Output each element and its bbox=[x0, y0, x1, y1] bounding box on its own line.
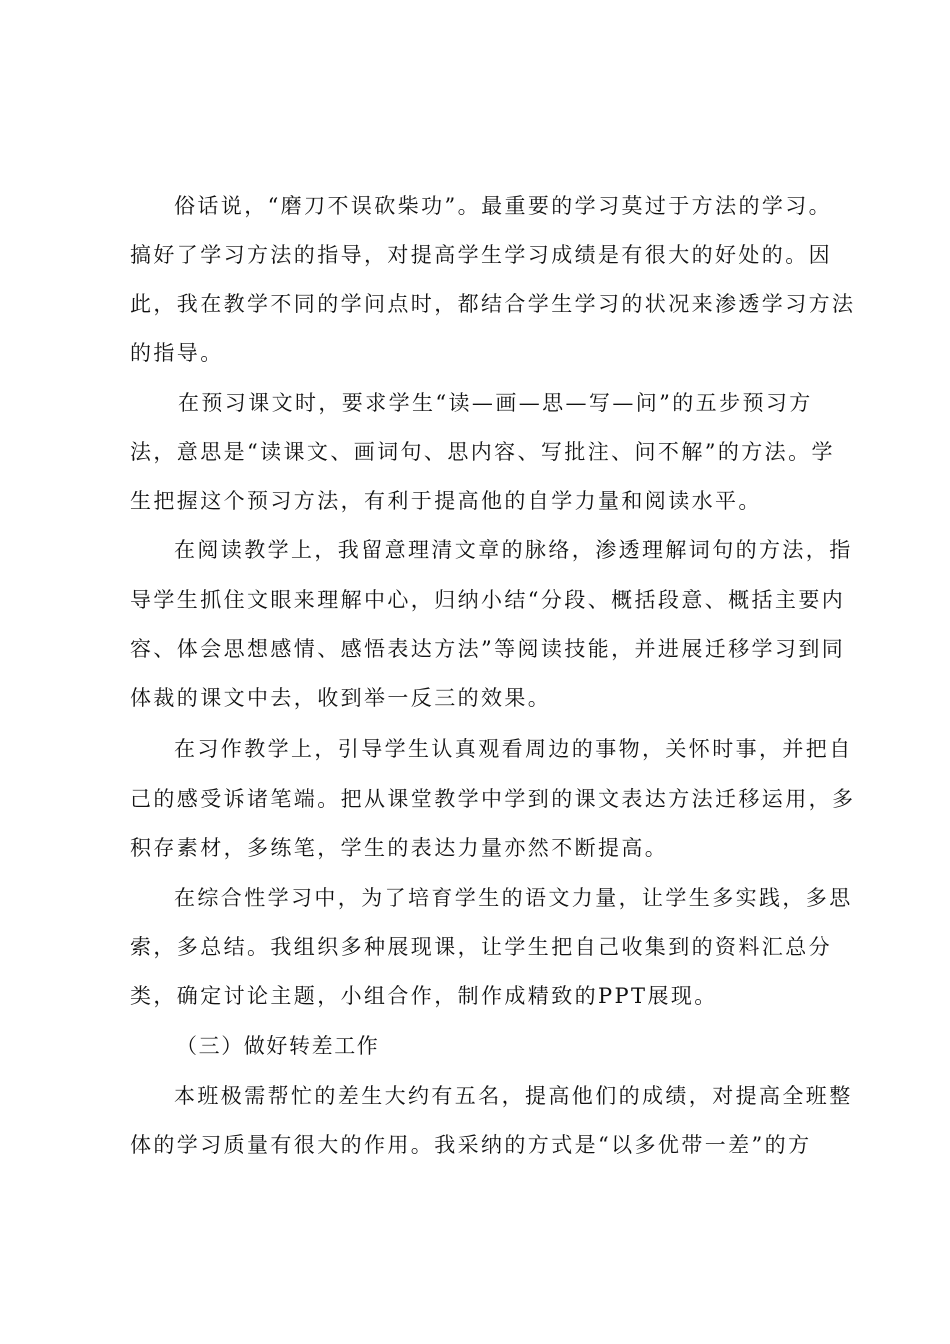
heading-text: （三）做好转差工作 bbox=[176, 1034, 380, 1058]
text-line: 此，我在教学不同的学问点时，都结合学生学习的状况来渗透学习方法 bbox=[130, 292, 856, 316]
text-line: 在习作教学上，引导学生认真观看周边的事物，关怀时事，并把自 bbox=[174, 737, 853, 761]
text-line: 的指导。 bbox=[130, 341, 224, 365]
text-line: 在阅读教学上，我留意理清文章的脉络，渗透理解词句的方法，指 bbox=[174, 538, 853, 562]
text-line: 在综合性学习中，为了培育学生的语文力量，让学生多实践，多思 bbox=[174, 886, 853, 910]
text-line: 己的感受诉诸笔端。把从课堂教学中学到的课文表达方法迁移运用，多 bbox=[130, 787, 856, 811]
text-line: 体的学习质量有很大的作用。我采纳的方式是“以多优带一差”的方 bbox=[130, 1133, 812, 1157]
text-line: 搞好了学习方法的指导，对提高学生学习成绩是有很大的好处的。因 bbox=[130, 243, 832, 267]
text-line: 类，确定讨论主题，小组合作，制作成精致的PPT展现。 bbox=[130, 984, 718, 1008]
text-line: 在预习课文时，要求学生“读—画—思—写—问”的五步预习方 bbox=[178, 391, 813, 415]
text-line: 索，多总结。我组织多种展现课，让学生把自己收集到的资料汇总分 bbox=[130, 935, 832, 959]
text-line: 本班极需帮忙的差生大约有五名，提高他们的成绩，对提高全班整 bbox=[174, 1084, 853, 1108]
text-line: 俗话说，“磨刀不误砍柴功”。最重要的学习莫过于方法的学习。 bbox=[174, 194, 833, 218]
text-line: 体裁的课文中去，收到举一反三的效果。 bbox=[130, 686, 552, 710]
text-line: 生把握这个预习方法，有利于提高他的自学力量和阅读水平。 bbox=[130, 489, 762, 513]
text-line: 法，意思是“读课文、画词句、思内容、写批注、问不解”的方法。学 bbox=[130, 440, 835, 464]
text-line: 导学生抓住文眼来理解中心，归纳小结“分段、概括段意、概括主要内 bbox=[130, 588, 846, 612]
text-line: 容、体会思想感情、感悟表达方法”等阅读技能，并进展迁移学习到同 bbox=[130, 637, 846, 661]
text-line: 积存素材，多练笔，学生的表达力量亦然不断提高。 bbox=[130, 836, 669, 860]
